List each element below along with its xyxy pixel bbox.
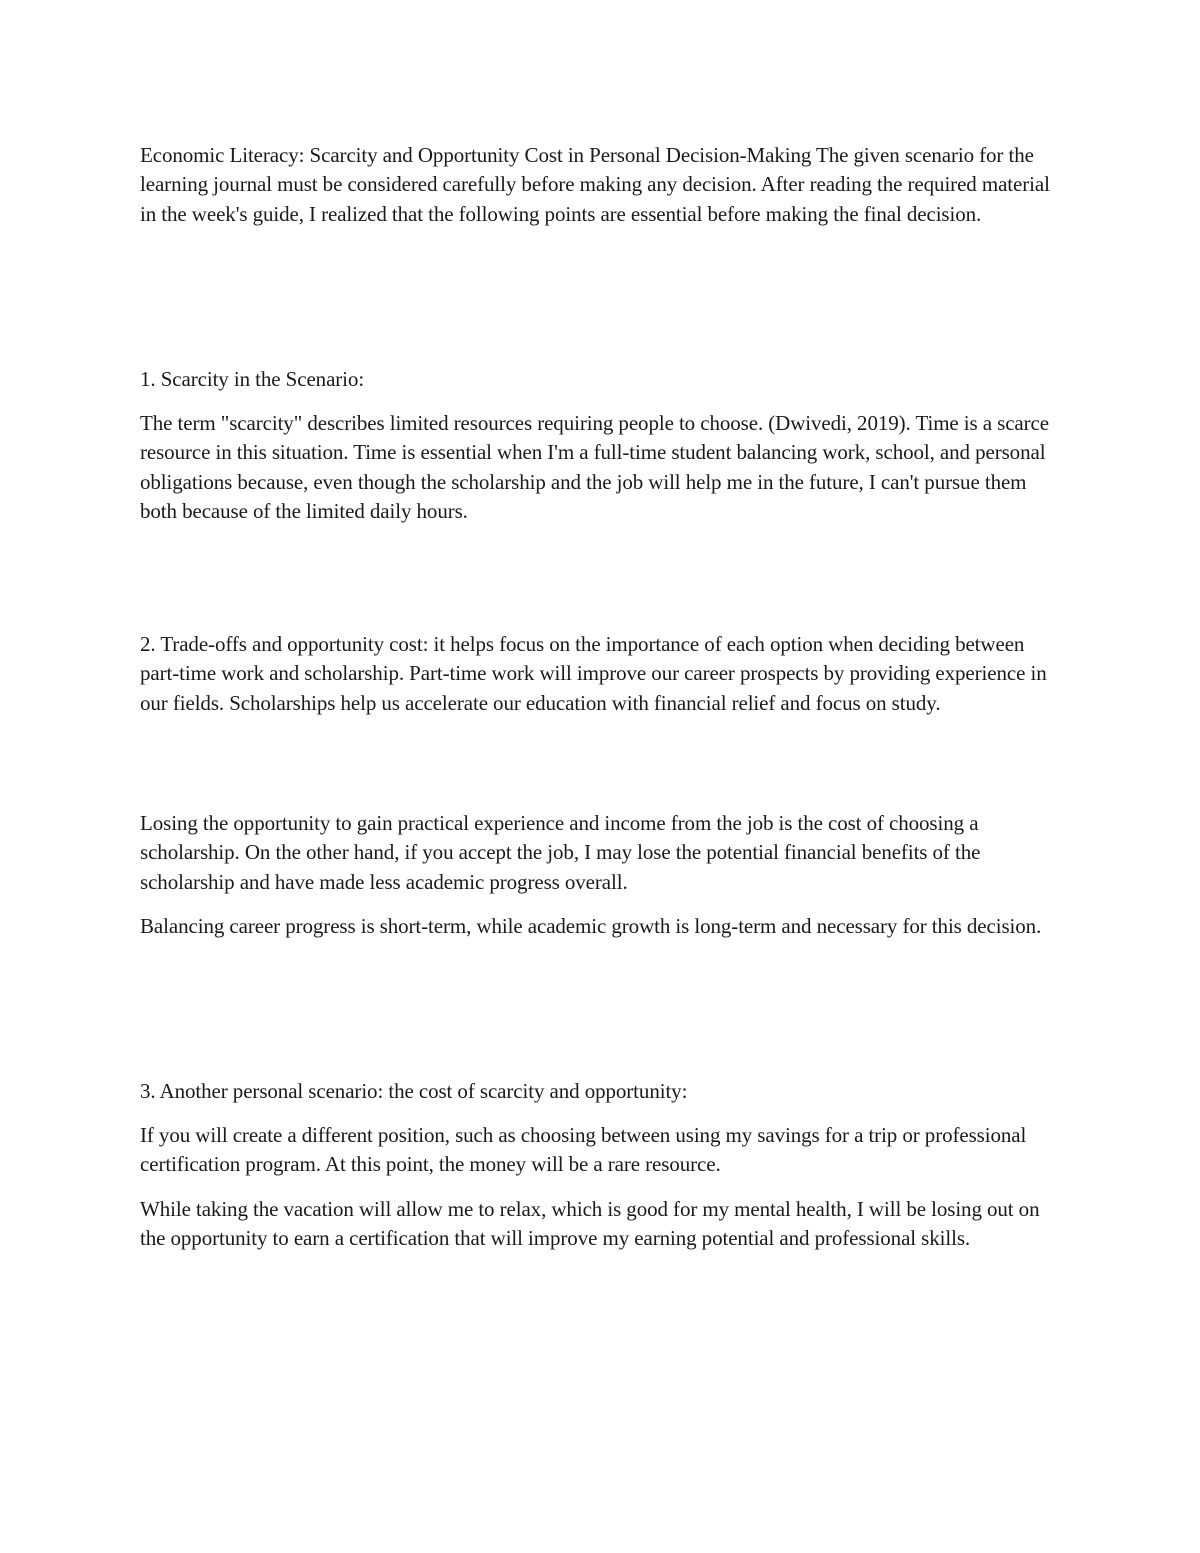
intro-paragraph: Economic Literacy: Scarcity and Opportunity Cost in Personal Decision-Making The given scenario for the learning journal must be considered carefully before making any decision. After reading the required material in the week's guide, I realized that the following points are essential before making the final decision. [140, 143, 1050, 226]
section-3-paragraph-2: While taking the vacation will allow me to relax, which is good for my mental health, I will be losing out on the opportunity to earn a certification that will improve my earning potential and professional skills. [140, 1197, 1040, 1251]
section-1-paragraph: The term "scarcity" describes limited resources requiring people to choose. (Dwivedi, 2019). Time is a scarce resource in this situation. Time is essential when I'm a full-time student balancing work, school, and personal obligations because, even though the scholarship and the job will help me in the future, I can't pursue them both because of the limited daily hours. [140, 411, 1049, 523]
section-3-paragraph-1: If you will create a different position, such as choosing between using my savings for a trip or professional certification program. At this point, the money will be a rare resource. [140, 1123, 1027, 1177]
section-2-paragraph: 2. Trade-offs and opportunity cost: it helps focus on the importance of each option when deciding between part-time work and scholarship. Part-time work will improve our career prospects by providing experience in our fields. Scholarships help us accelerate our education with financial relief and focus on study. [140, 632, 1047, 715]
opportunity-cost-paragraph: Losing the opportunity to gain practical experience and income from the job is the cost of choosing a scholarship. On the other hand, if you accept the job, I may lose the potential financial benefits of the scholarship and have made less academic progress overall. [140, 811, 981, 894]
section-3-heading: 3. Another personal scenario: the cost of scarcity and opportunity: [140, 1079, 688, 1103]
balance-paragraph: Balancing career progress is short-term, while academic growth is long-term and necessary for this decision. [140, 914, 1042, 938]
section-1-heading: 1. Scarcity in the Scenario: [140, 367, 365, 391]
